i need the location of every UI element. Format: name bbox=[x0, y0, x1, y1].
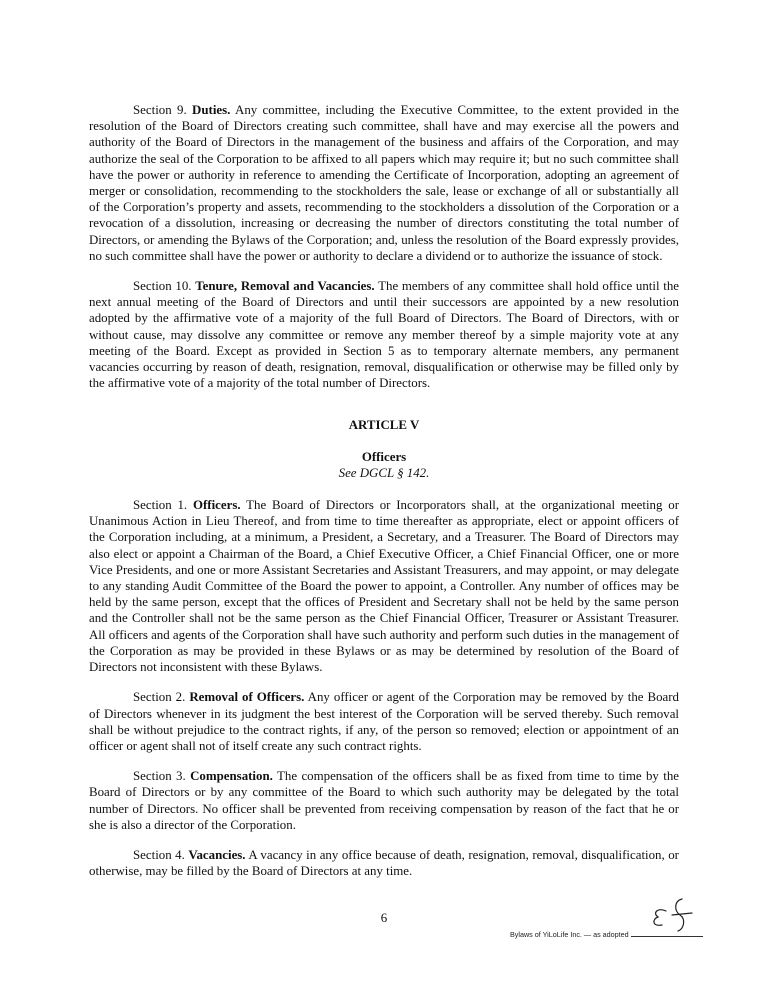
section-title: Tenure, Removal and Vacancies. bbox=[195, 279, 375, 294]
handwritten-initials-signature bbox=[644, 895, 714, 935]
section-9-paragraph bbox=[89, 102, 679, 264]
footer-label: Bylaws of YiLoLife Inc. — as adopted bbox=[510, 930, 629, 939]
section-text: A vacancy in any office because of death, resignation, removal, disqualification, or otherwise, may be filled by the Board of Directors at any time. bbox=[89, 847, 679, 879]
section-title: Vacancies. bbox=[188, 847, 246, 862]
section-10-paragraph bbox=[89, 278, 679, 391]
section-number: Section 3. bbox=[133, 769, 186, 784]
section-4-paragraph bbox=[89, 847, 679, 879]
section-title: Officers. bbox=[192, 498, 241, 513]
section-2-paragraph bbox=[89, 689, 679, 754]
section-text: The Board of Directors or Incorporators shall, at the organizational meeting or Unanimous Action in Lieu Thereof, and from time to time thereafter as appropriate, elect or appoint officers of the Corporation including, at a minimum, a President, a Secretary, and a Treasurer. The Board of Directors may also elect or appoint a Chairman of the Board, a Chief Executive Officer, a Chief Financial Officer, one or more Vice Presidents, and one or more Assistant Secretaries and Assistant Treasurers, and may appoint, or may delegate to any standing Audit Committee of the Board the power to appoint, a Controller. Any number of offices may be held by the same person, except that the offices of President and Secretary shall not be held by the same person and the Controller shall not be the same person as the Chief Financial Officer, Treasurer or Assistant Treasurer. All officers and agents of the Corporation shall have such authority and perform such duties in the management of the Corporation as may be provided in these Bylaws or as may be determined by resolution of the Board of Directors not inconsistent with these Bylaws. bbox=[89, 498, 679, 675]
section-text: The members of any committee shall hold office until the next annual meeting of the Board of Directors and until their successors are appointed by a new resolution adopted by the affirmative vote of a majority of the full Board of Directors. The Board of Directors, with or without cause, may dissolve any committee or remove any member thereof by a simple majority vote at any meeting of the Board. Except as provided in Section 5 as to temporary alternate members, any permanent vacancies occurring by reason of death, resignation, removal, disqualification or otherwise may be filled only by the affirmative vote of a majority of the total number of Directors. bbox=[89, 279, 679, 391]
document-footer bbox=[510, 930, 703, 939]
section-title: Compensation. bbox=[190, 769, 273, 784]
article-subheading: Officers bbox=[361, 449, 407, 464]
section-1-paragraph bbox=[89, 497, 679, 675]
signature-line bbox=[631, 936, 703, 937]
section-title: Duties. bbox=[192, 103, 231, 117]
section-number: Section 2. bbox=[133, 690, 186, 705]
article-reference: See DGCL § 142. bbox=[338, 465, 430, 480]
section-number: Section 9. bbox=[133, 103, 187, 117]
section-number: Section 1. bbox=[133, 498, 188, 513]
section-text: Any committee, including the Executive Committee, to the extent provided in the resolution of the Board of Directors creating such committee, shall have and may exercise all the powers and authority of the Board of Directors in the management of the business and affairs of the Corporation, and may authorize the seal of the Corporation to be affixed to all papers which may require it; but no such committee shall have the power or authority in reference to amending the Certificate of Incorporation, adopting an agreement of merger or consolidation, recommending to the stockholders the sale, lease or exchange of all or substantially all of the Corporation’s property and assets, recommending to the stockholders a dissolution of the Corporation or a revocation of a dissolution, increasing or decreasing the number of directors constituting the total number of Directors, or amending the Bylaws of the Corporation; and, unless the resolution of the Board expressly provides, no such committee shall have the power or authority to declare a dividend or to authorize the issuance of stock. bbox=[89, 103, 679, 263]
section-text: Any officer or agent of the Corporation may be removed by the Board of Directors whenever in its judgment the best interest of the Corporation will be served thereby. Such removal shall be without prejudice to the contract rights, if any, of the person so removed; election or appointment of an officer or agent shall not of itself create any such contract rights. bbox=[89, 690, 680, 753]
section-number: Section 10. bbox=[133, 279, 192, 294]
section-text: The compensation of the officers shall be as fixed from time to time by the Board of Directors or by any committee of the Board to which such authority may be delegated by the total number of Directors. No officer shall be prevented from receiving compensation by reason of the fact that he or she is also a director of the Corporation. bbox=[89, 769, 679, 832]
section-title: Removal of Officers. bbox=[189, 690, 305, 705]
page-number: 6 bbox=[380, 911, 388, 925]
section-3-paragraph bbox=[89, 768, 679, 833]
page-content bbox=[89, 102, 679, 893]
section-number: Section 4. bbox=[133, 847, 185, 862]
article-heading: ARTICLE V bbox=[348, 418, 420, 433]
